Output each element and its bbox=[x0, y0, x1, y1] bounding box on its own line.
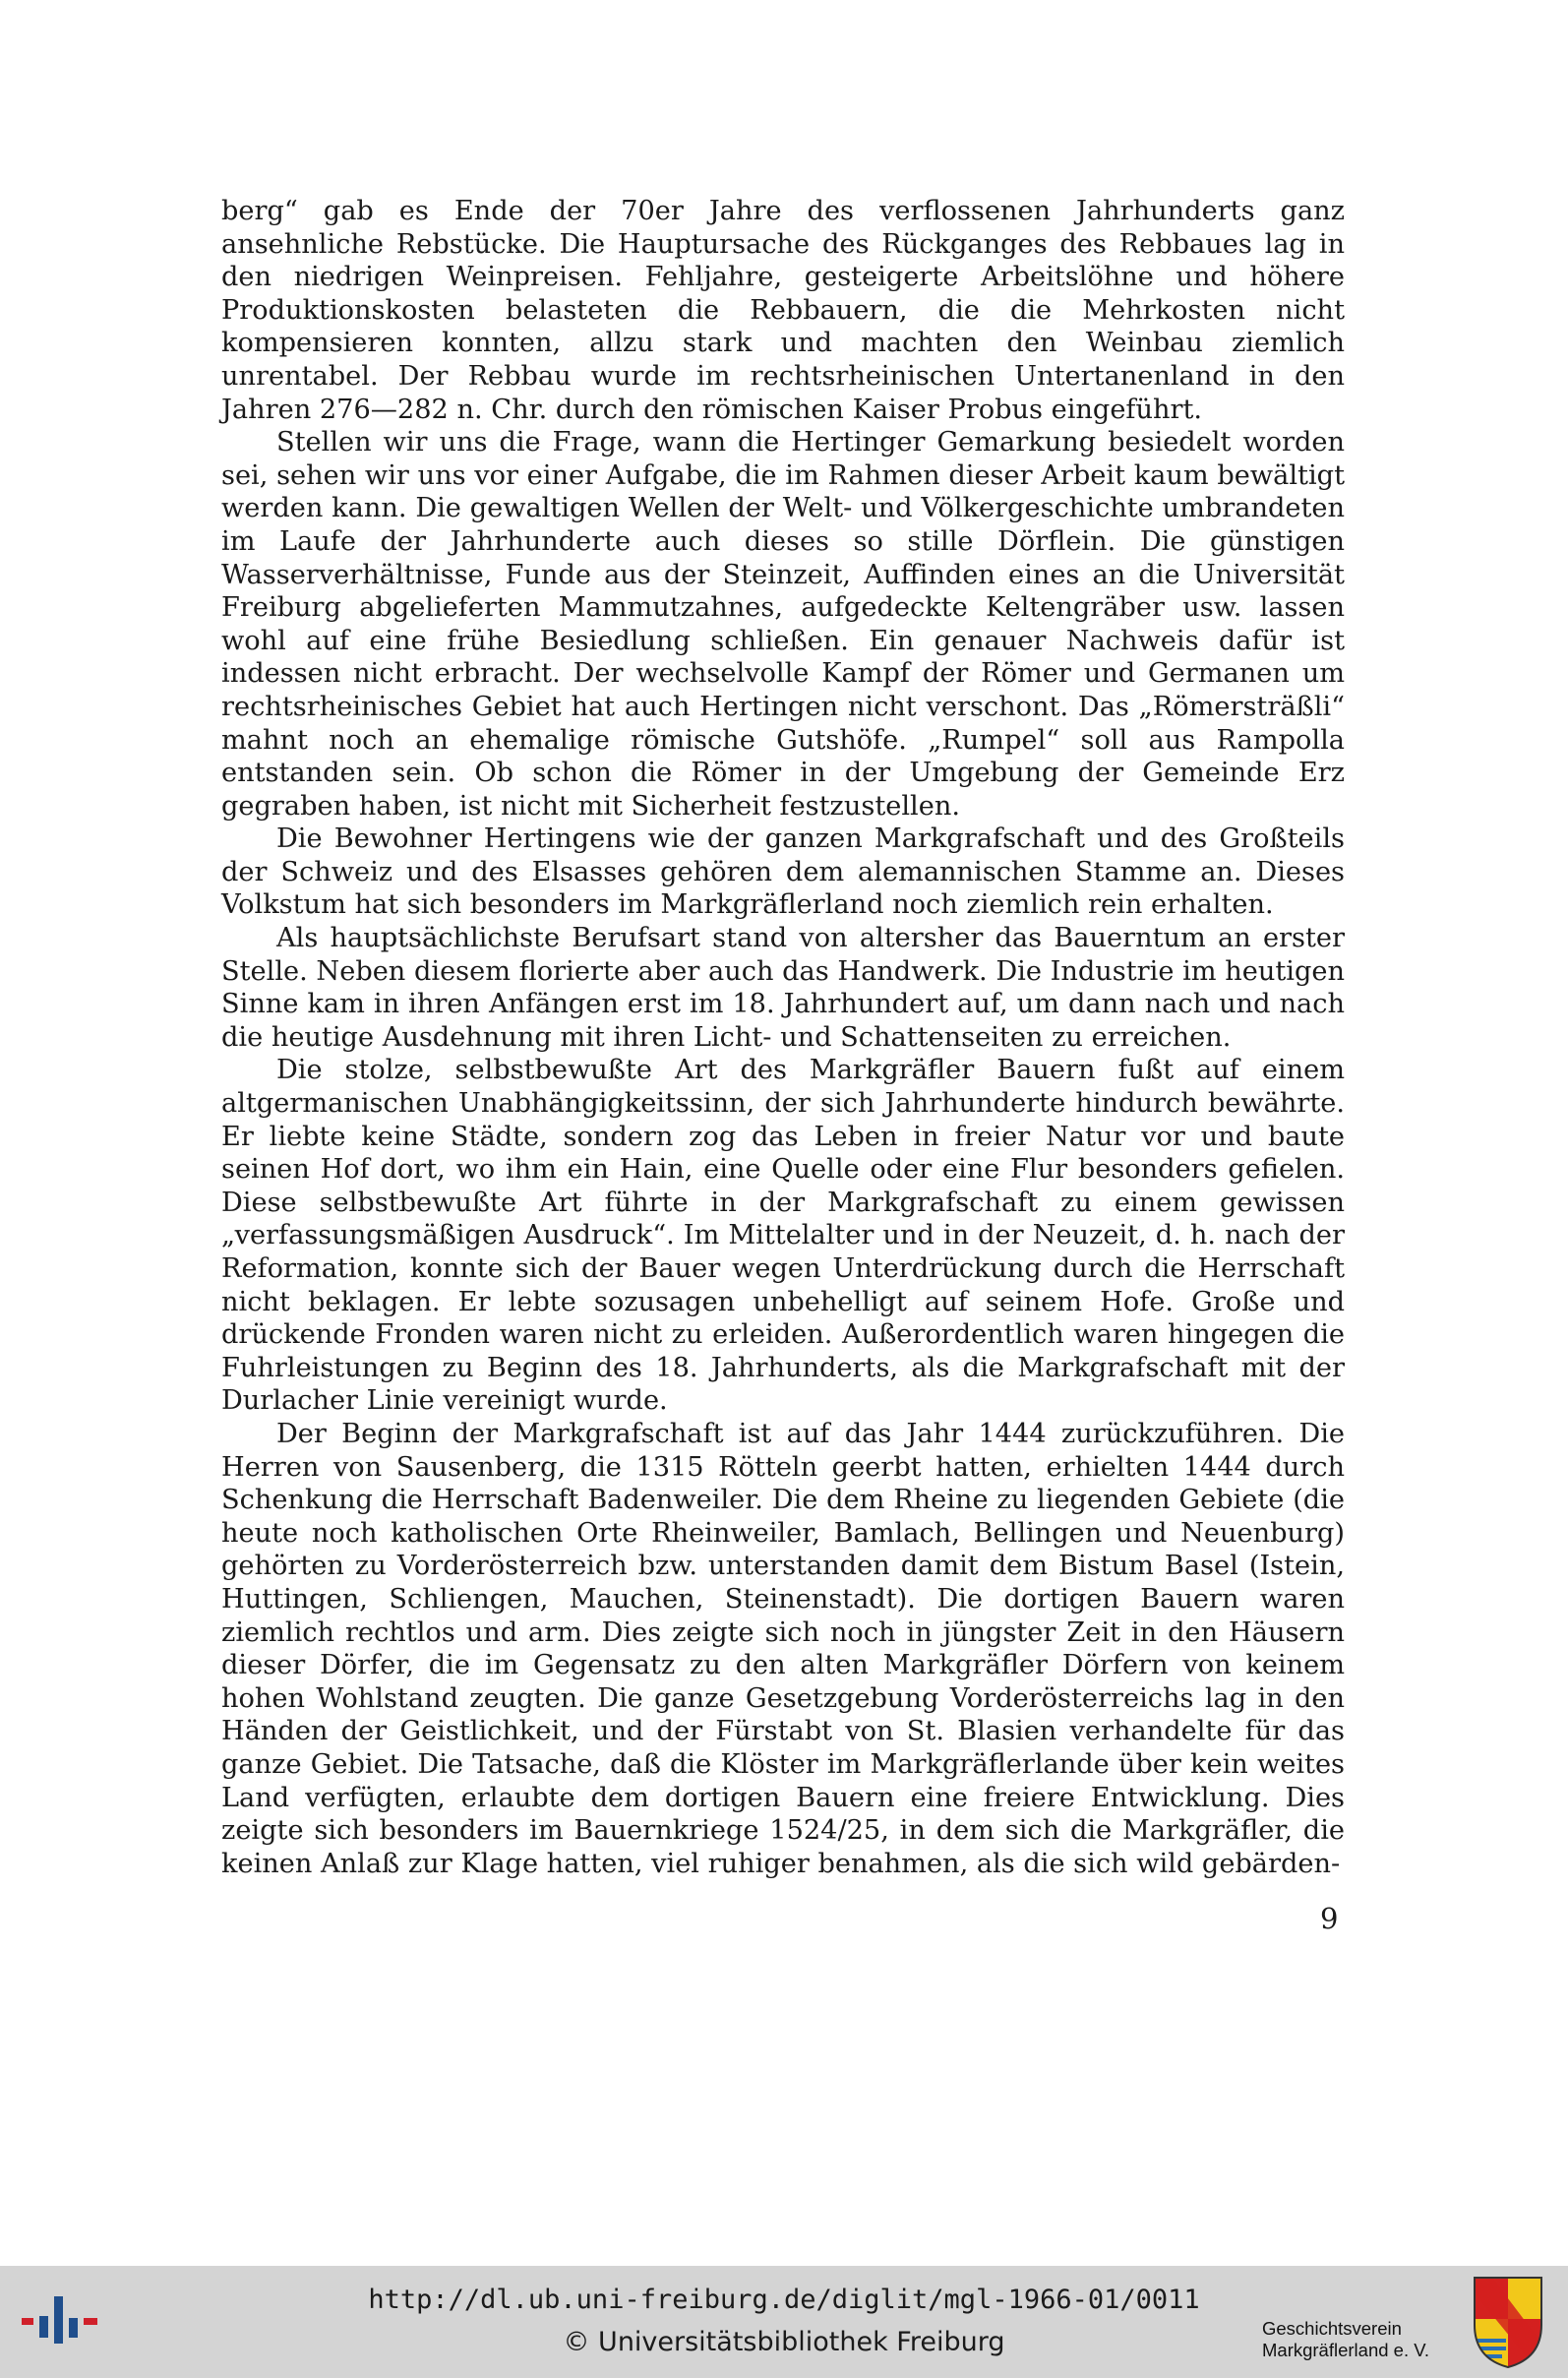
page-number: 9 bbox=[1320, 1902, 1339, 1935]
paragraph-1: berg“ gab es Ende der 70er Jahre des verflossenen Jahrhunderts ganz ansehnliche Rebstücke. Die Hauptursache des Rückganges des Rebbaues lag in den niedrigen Weinpreisen. Fehljahre, gesteigerte Arbeitslöhne und höhere Produktionskosten belasteten die Rebbauern, die die Mehrkosten nicht kompensieren konnten, allzu stark und machten den Weinbau ziemlich unrentabel. Der Rebbau wurde im rechtsrheinischen Untertanenland in den Jahren 276—282 n. Chr. durch den römischen Kaiser Probus eingeführt. bbox=[221, 196, 1345, 425]
paragraph-4: Als hauptsächlichste Berufsart stand von altersher das Bauerntum an erster Stelle. Neben diesem florierte aber auch das Handwerk. Die Industrie im heutigen Sinne kam in ihren Anfängen erst im 18. Jahrhundert auf, um dann nach und nach die heutige Ausdehnung mit ihren Licht- und Schattenseiten zu erreichen. bbox=[221, 923, 1345, 1053]
page-body bbox=[221, 195, 1345, 1880]
paragraph-3: Die Bewohner Hertingens wie der ganzen Markgrafschaft und des Großteils der Schweiz und des Elsasses gehören dem alemannischen Stamme an. Dieses Volkstum hat sich besonders im Markgräflerland noch ziemlich rein erhalten. bbox=[221, 823, 1345, 921]
society-name bbox=[1262, 2318, 1478, 2361]
society-name-line-2: Markgräflerland e. V. bbox=[1262, 2340, 1430, 2360]
paragraph-2: Stellen wir uns die Frage, wann die Hertinger Gemarkung besiedelt worden sei, sehen wir uns vor einer Aufgabe, die im Rahmen dieser Arbeit kaum bewältigt werden kann. Die gewaltigen Wellen der Welt- und Völkergeschichte umbrandeten im Laufe der Jahrhunderte auch dieses so stille Dörflein. Die günstigen Wasserverhältnisse, Funde aus der Steinzeit, Auffinden eines an die Universität Freiburg abgelieferten Mammutzahnes, aufgedeckte Keltengräber usw. lassen wohl auf eine frühe Besiedlung schließen. Ein genauer Nachweis dafür ist indessen nicht erbracht. Der wechselvolle Kampf der Römer und Germanen um rechtsrheinisches Gebiet hat auch Hertingen nicht verschont. Das „Römersträßli“ mahnt noch an ehemalige römische Gutshöfe. „Rumpel“ soll aus Rampolla entstanden sein. Ob schon die Römer in der Umgebung der Gemeinde Erz gegraben haben, ist nicht mit Sicherheit festzustellen. bbox=[221, 427, 1345, 822]
footer-bar bbox=[0, 2266, 1568, 2378]
digital-object-url[interactable]: http://dl.ub.uni-freiburg.de/diglit/mgl-1966-01/0011 bbox=[368, 2285, 1200, 2315]
society-name-line-1: Geschichtsverein bbox=[1262, 2318, 1402, 2339]
paragraph-6: Der Beginn der Markgrafschaft ist auf das Jahr 1444 zurückzuführen. Die Herren von Sausenberg, die 1315 Rötteln geerbt hatten, erhielten 1444 durch Schenkung die Herrschaft Badenweiler. Die dem Rheine zu liegenden Gebiete (die heute noch katholischen Orte Rheinweiler, Bamlach, Bellingen und Neuenburg) gehörten zu Vorderösterreich bzw. unterstanden damit dem Bistum Basel (Istein, Huttingen, Schliengen, Mauchen, Steinenstadt). Die dortigen Bauern waren ziemlich rechtlos und arm. Dies zeigte sich noch in jüngster Zeit in den Häusern dieser Dörfer, die im Gegensatz zu den alten Markgräfler Dörfern von keinem hohen Wohlstand zeugten. Die ganze Gesetzgebung Vorderösterreichs lag in den Händen der Geistlichkeit, und der Fürstabt von St. Blasien verhandelte für das ganze Gebiet. Die Tatsache, daß die Klöster im Markgräflerlande über kein weites Land verfügten, erlaubte dem dortigen Bauern eine freiere Entwicklung. Dies zeigte sich besonders im Bauernkriege 1524/25, in dem sich die Markgräfler, die keinen Anlaß zur Klage hatten, viel ruhiger benahmen, als die sich wild gebärden- bbox=[221, 1418, 1345, 1879]
coat-of-arms-icon bbox=[1471, 2274, 1545, 2370]
paragraph-5: Die stolze, selbstbewußte Art des Markgräfler Bauern fußt auf einem altgermanischen Unabhängigkeitssinn, der sich Jahrhunderte hindurch bewährte. Er liebte keine Städte, sondern zog das Leben in freier Natur vor und baute seinen Hof dort, wo ihm ein Hain, eine Quelle oder eine Flur besonders gefielen. Diese selbstbewußte Art führte in der Markgrafschaft zu einem gewissen „verfassungsmäßigen Ausdruck“. Im Mittelalter und in der Neuzeit, d. h. nach der Reformation, konnte sich der Bauer wegen Unterdrückung durch die Herrschaft nicht beklagen. Er lebte sozusagen unbehelligt auf seinem Hofe. Große und drückende Fronden waren nicht zu erleiden. Außerordentlich waren hingegen die Fuhrleistungen zu Beginn des 18. Jahrhunderts, als die Markgrafschaft mit der Durlacher Linie vereinigt wurde. bbox=[221, 1055, 1345, 1417]
copyright-notice: © Universitätsbibliothek Freiburg bbox=[563, 2327, 1005, 2357]
